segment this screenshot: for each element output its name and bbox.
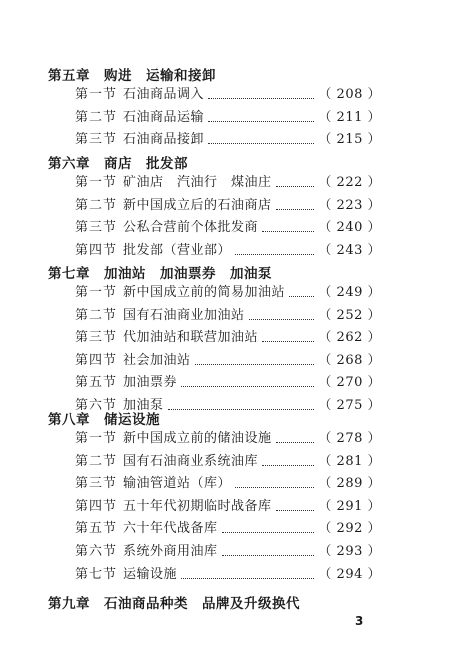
section-number: 第三节 bbox=[75, 476, 118, 492]
section-title: 输油管道站（库） bbox=[123, 476, 232, 492]
dot-leader bbox=[181, 578, 314, 579]
dot-leader bbox=[222, 532, 314, 533]
toc-entry bbox=[75, 307, 381, 325]
chapter-heading: 第八章 储运设施 bbox=[48, 412, 160, 428]
dot-leader bbox=[168, 409, 314, 410]
toc-entry bbox=[75, 174, 381, 192]
section-page-number: （ 211 ） bbox=[318, 109, 381, 125]
dot-leader bbox=[235, 487, 314, 488]
toc-entry bbox=[75, 284, 381, 302]
section-number: 第三节 bbox=[75, 330, 118, 346]
section-title: 加油泵 bbox=[123, 398, 164, 413]
toc-entry bbox=[75, 566, 381, 584]
chapter-heading: 第五章 购进 运输和接卸 bbox=[48, 68, 216, 84]
section-number: 第三节 bbox=[75, 132, 118, 148]
dot-leader bbox=[276, 186, 314, 187]
section-number: 第七节 bbox=[75, 566, 118, 582]
section-page-number: （ 289 ） bbox=[318, 476, 381, 492]
section-page-number: （ 294 ） bbox=[318, 566, 381, 582]
section-page-number: （ 268 ） bbox=[318, 352, 381, 368]
toc-entry bbox=[75, 543, 381, 561]
dot-leader bbox=[181, 386, 314, 387]
section-number: 第五节 bbox=[75, 521, 118, 537]
section-page-number: （ 291 ） bbox=[318, 498, 381, 514]
page-number: 3 bbox=[355, 614, 364, 628]
dot-leader bbox=[235, 254, 314, 255]
section-number: 第三节 bbox=[75, 220, 118, 236]
section-page-number: （ 208 ） bbox=[318, 87, 381, 102]
section-page-number: （ 293 ） bbox=[318, 544, 381, 559]
section-page-number: （ 278 ） bbox=[318, 431, 381, 446]
dot-leader bbox=[262, 465, 314, 466]
dot-leader bbox=[276, 510, 314, 511]
section-title: 新中国成立前的储油设施 bbox=[123, 431, 272, 446]
section-title: 石油商品接卸 bbox=[123, 132, 205, 148]
dot-leader bbox=[276, 442, 314, 443]
section-title: 六十年代战备库 bbox=[123, 521, 218, 537]
section-number: 第二节 bbox=[75, 109, 118, 125]
section-number: 第二节 bbox=[75, 307, 118, 323]
section-page-number: （ 252 ） bbox=[318, 307, 381, 323]
toc-entry bbox=[75, 219, 381, 237]
section-page-number: （ 222 ） bbox=[318, 175, 381, 190]
toc-entry bbox=[75, 520, 381, 538]
toc-entry bbox=[75, 352, 381, 370]
toc-entry bbox=[75, 453, 381, 471]
section-number: 第一节 bbox=[75, 175, 118, 190]
section-number: 第五节 bbox=[75, 375, 118, 391]
dot-leader bbox=[289, 296, 314, 297]
section-title: 运输设施 bbox=[123, 566, 178, 582]
section-title: 加油票券 bbox=[123, 375, 178, 391]
toc-entry bbox=[75, 131, 381, 149]
toc-entry bbox=[75, 242, 381, 260]
section-page-number: （ 223 ） bbox=[318, 197, 381, 213]
section-number: 第四节 bbox=[75, 352, 118, 368]
section-title: 新中国成立后的石油商店 bbox=[123, 197, 272, 213]
section-number: 第六节 bbox=[75, 398, 118, 413]
section-number: 第一节 bbox=[75, 285, 118, 300]
section-number: 第一节 bbox=[75, 431, 118, 446]
section-title: 代加油站和联营加油站 bbox=[123, 330, 259, 346]
toc-entry bbox=[75, 498, 381, 516]
chapter-heading: 第六章 商店 批发部 bbox=[48, 156, 188, 172]
section-page-number: （ 249 ） bbox=[318, 285, 381, 300]
dot-leader bbox=[208, 98, 314, 99]
dot-leader bbox=[208, 143, 314, 144]
section-title: 新中国成立前的简易加油站 bbox=[123, 285, 286, 300]
section-number: 第一节 bbox=[75, 87, 118, 102]
section-page-number: （ 262 ） bbox=[318, 330, 381, 346]
section-number: 第六节 bbox=[75, 544, 118, 559]
section-title: 公私合营前个体批发商 bbox=[123, 220, 259, 236]
section-page-number: （ 292 ） bbox=[318, 521, 381, 537]
chapter-heading: 第九章 石油商品种类 品牌及升级换代 bbox=[48, 596, 300, 612]
section-page-number: （ 270 ） bbox=[318, 375, 381, 391]
section-title: 社会加油站 bbox=[123, 352, 191, 368]
section-page-number: （ 240 ） bbox=[318, 220, 381, 236]
dot-leader bbox=[195, 364, 314, 365]
section-title: 国有石油商业系统油库 bbox=[123, 453, 259, 469]
dot-leader bbox=[262, 341, 314, 342]
toc-entry bbox=[75, 430, 381, 448]
section-number: 第二节 bbox=[75, 453, 118, 469]
section-title: 国有石油商业加油站 bbox=[123, 307, 245, 323]
toc-entry bbox=[75, 197, 381, 215]
section-page-number: （ 281 ） bbox=[318, 453, 381, 469]
section-page-number: （ 215 ） bbox=[318, 132, 381, 148]
dot-leader bbox=[249, 319, 314, 320]
dot-leader bbox=[262, 231, 314, 232]
section-number: 第二节 bbox=[75, 197, 118, 213]
section-title: 石油商品调入 bbox=[123, 87, 205, 102]
section-title: 系统外商用油库 bbox=[123, 544, 218, 559]
dot-leader bbox=[208, 121, 314, 122]
chapter-heading: 第七章 加油站 加油票券 加油泵 bbox=[48, 266, 272, 282]
section-page-number: （ 275 ） bbox=[318, 398, 381, 413]
toc-entry bbox=[75, 86, 381, 104]
dot-leader bbox=[276, 209, 314, 210]
section-title: 五十年代初期临时战备库 bbox=[123, 498, 272, 514]
toc-entry bbox=[75, 374, 381, 392]
section-title: 批发部（营业部） bbox=[123, 242, 232, 258]
section-number: 第四节 bbox=[75, 242, 118, 258]
toc-entry bbox=[75, 329, 381, 347]
dot-leader bbox=[222, 555, 314, 556]
section-page-number: （ 243 ） bbox=[318, 242, 381, 258]
section-title: 石油商品运输 bbox=[123, 109, 205, 125]
toc-entry bbox=[75, 475, 381, 493]
toc-entry bbox=[75, 109, 381, 127]
section-title: 矿油店 汽油行 煤油庄 bbox=[123, 175, 272, 190]
section-number: 第四节 bbox=[75, 498, 118, 514]
